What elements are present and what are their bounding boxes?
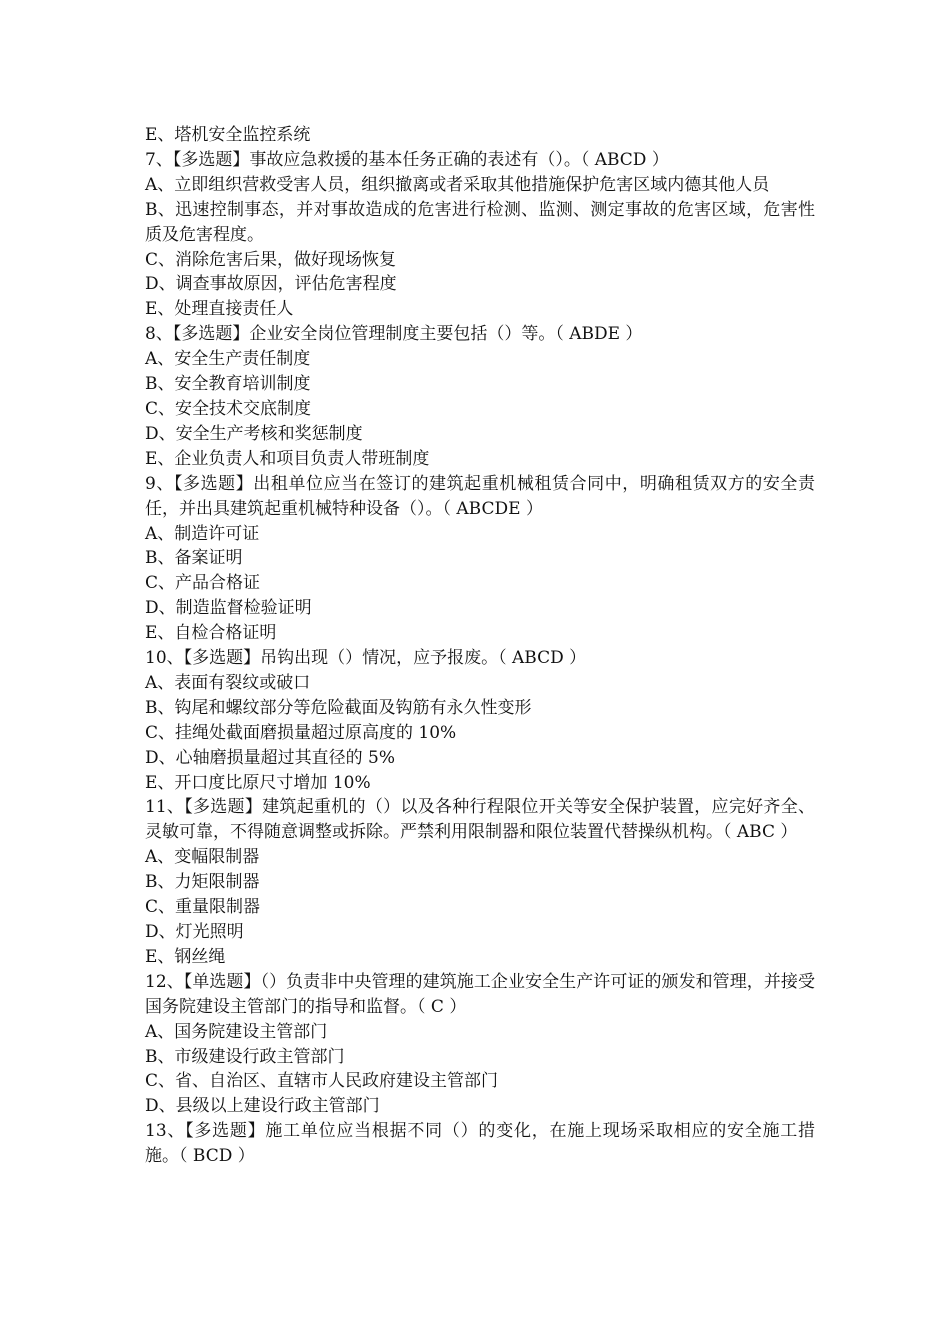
- option-line: E、自检合格证明: [145, 623, 277, 644]
- option-line: E、处理直接责任人: [145, 299, 294, 320]
- option-line: D、调查事故原因，评估危害程度: [145, 274, 397, 295]
- option-line: B、迅速控制事态，并对事故造成的危害进行检测、监测、测定事故的危害区域，危害性质及危害程度。: [145, 199, 815, 245]
- option-line: B、钩尾和螺纹部分等危险截面及钩筋有永久性变形: [145, 697, 532, 718]
- question-11: 11、【多选题】建筑起重机的（）以及各种行程限位开关等安全保护装置，应完好齐全、灵敏可靠，不得随意调整或拆除。严禁利用限制器和限位装置代替操纵机构。（ ABC ）: [145, 797, 815, 843]
- option-line: D、心轴磨损量超过其直径的 5%: [145, 747, 396, 768]
- question-9: 9、【多选题】出租单位应当在签订的建筑起重机械租赁合同中，明确租赁双方的安全责任，并出具建筑起重机械特种设备（）。（ ABCDE ）: [145, 473, 815, 519]
- option-line: D、制造监督检验证明: [145, 598, 312, 619]
- option-line: C、省、自治区、直辖市人民政府建设主管部门: [145, 1071, 499, 1092]
- option-line: A、制造许可证: [145, 523, 260, 544]
- option-line: C、产品合格证: [145, 573, 261, 594]
- option-line: E、企业负责人和项目负责人带班制度: [145, 448, 430, 469]
- option-line: C、消除危害后果，做好现场恢复: [145, 249, 397, 270]
- question-12: 12、【单选题】（）负责非中央管理的建筑施工企业安全生产许可证的颁发和管理，并接受国务院建设主管部门的指导和监督。（ C ）: [145, 971, 815, 1017]
- option-line: A、立即组织营救受害人员，组织撤离或者采取其他措施保护危害区域内德其他人员: [145, 174, 770, 195]
- question-8: 8、【多选题】企业安全岗位管理制度主要包括（）等。（ ABDE ）: [145, 324, 643, 345]
- option-line: D、安全生产考核和奖惩制度: [145, 423, 363, 444]
- option-line: A、国务院建设主管部门: [145, 1021, 328, 1042]
- option-line: A、表面有裂纹或破口: [145, 672, 311, 693]
- option-line: B、备案证明: [145, 548, 243, 569]
- option-line: E、钢丝绳: [145, 946, 226, 967]
- option-line: B、市级建设行政主管部门: [145, 1046, 345, 1067]
- option-line: C、挂绳处截面磨损量超过原高度的 10%: [145, 722, 457, 743]
- option-line: C、安全技术交底制度: [145, 398, 312, 419]
- option-line: A、变幅限制器: [145, 847, 260, 868]
- option-line: E、塔机安全监控系统: [145, 125, 311, 145]
- option-line: B、力矩限制器: [145, 872, 260, 893]
- option-line: E、开口度比原尺寸增加 10%: [145, 772, 371, 793]
- option-line: D、县级以上建设行政主管部门: [145, 1096, 380, 1117]
- document-body: [145, 123, 815, 1169]
- option-line: C、重量限制器: [145, 897, 261, 918]
- question-7: 7、【多选题】事故应急救援的基本任务正确的表述有（）。（ ABCD ）: [145, 149, 669, 170]
- question-10: 10、【多选题】吊钩出现（）情况，应予报废。（ ABCD ）: [145, 648, 587, 669]
- option-line: D、灯光照明: [145, 922, 244, 942]
- question-13: 13、【多选题】施工单位应当根据不同（）的变化，在施上现场采取相应的安全施工措施。（ BCD ）: [145, 1121, 815, 1167]
- option-line: A、安全生产责任制度: [145, 349, 311, 370]
- option-line: B、安全教育培训制度: [145, 374, 311, 395]
